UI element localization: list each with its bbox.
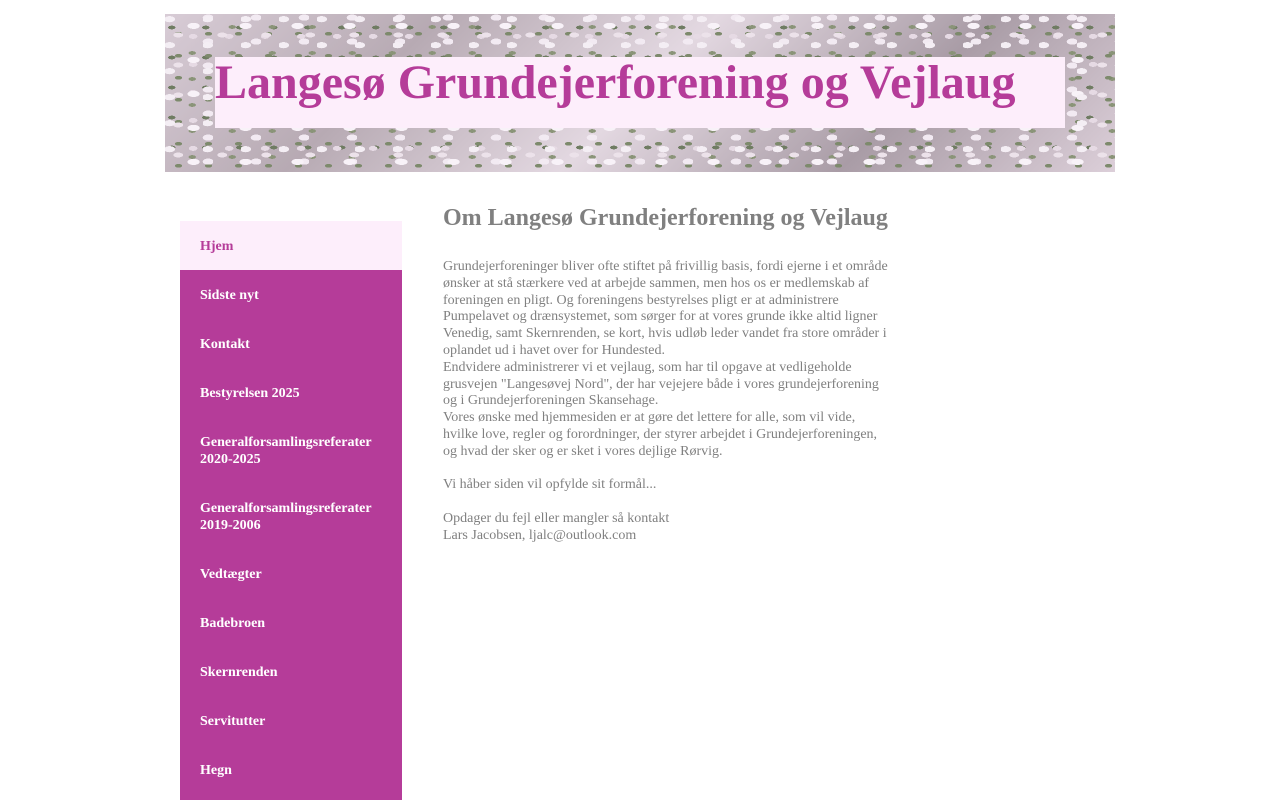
nav-item-kontakt[interactable]: Kontakt — [200, 337, 250, 352]
title-box — [215, 57, 1065, 128]
nav-item-hjem[interactable]: Hjem — [180, 221, 402, 270]
main-content — [443, 203, 893, 545]
contact-line-1: Opdager du fejl eller mangler så kontakt — [443, 510, 670, 526]
purpose-paragraph: Vores ønske med hjemmesiden er at gøre det lettere for alle, som vil vide, hvilke love, regler og forordninger, der styrer arbejdet i Grundejerforeningen, og hvad der sker og er sket i vores dejlige Rørvig. — [443, 410, 878, 459]
nav-item-referater-2020-2025[interactable]: Generalforsamlingsreferater 2020-2025 — [200, 435, 372, 467]
nav-item-bestyrelsen[interactable]: Bestyrelsen 2025 — [200, 386, 300, 401]
hope-paragraph: Vi håber siden vil opfylde sit formål... — [443, 477, 657, 493]
site-title[interactable]: Langesø Grundejerforening og Vejlaug — [215, 56, 1016, 109]
nav-item-referater-2019-2006[interactable]: Generalforsamlingsreferater 2019-2006 — [200, 501, 372, 533]
page-heading: Om Langesø Grundejerforening og Vejlaug — [443, 205, 888, 231]
header-banner — [165, 14, 1115, 172]
nav-item-hegn[interactable]: Hegn — [200, 763, 232, 778]
intro-paragraph: Grundejerforeninger bliver ofte stiftet på frivillig basis, fordi ejerne i et område ønsker at stå stærkere ved at arbejde sammen, men hos os er medlemskab af foreningen en pligt. Og foreningens bestyrelses pligt er at administrere Pumpelavet og drænsystemet, som sørger for at vores grunde ikke altid ligner Venedig, samt Skernrenden, se kort, hvis udløb leder vandet fra store områder i oplandet ud i havet over for Hundested. — [443, 259, 888, 358]
sidebar-nav — [180, 221, 402, 800]
nav-item-sidste-nyt[interactable]: Sidste nyt — [200, 288, 259, 303]
nav-item-servitutter[interactable]: Servitutter — [200, 714, 266, 729]
vejlaug-paragraph: Endvidere administrerer vi et vejlaug, som har til opgave at vedligeholde grusvejen "Langesøvej Nord", der har vejejere både i vores grundejerforening og i Grundejerforeningen Skansehage. — [443, 359, 879, 409]
contact-line-2: Lars Jacobsen, ljalc@outlook.com — [443, 527, 637, 543]
nav-item-vedtaegter[interactable]: Vedtægter — [200, 567, 262, 582]
nav-item-badebroen[interactable]: Badebroen — [200, 616, 266, 631]
nav-item-skernrenden[interactable]: Skernrenden — [200, 665, 278, 680]
